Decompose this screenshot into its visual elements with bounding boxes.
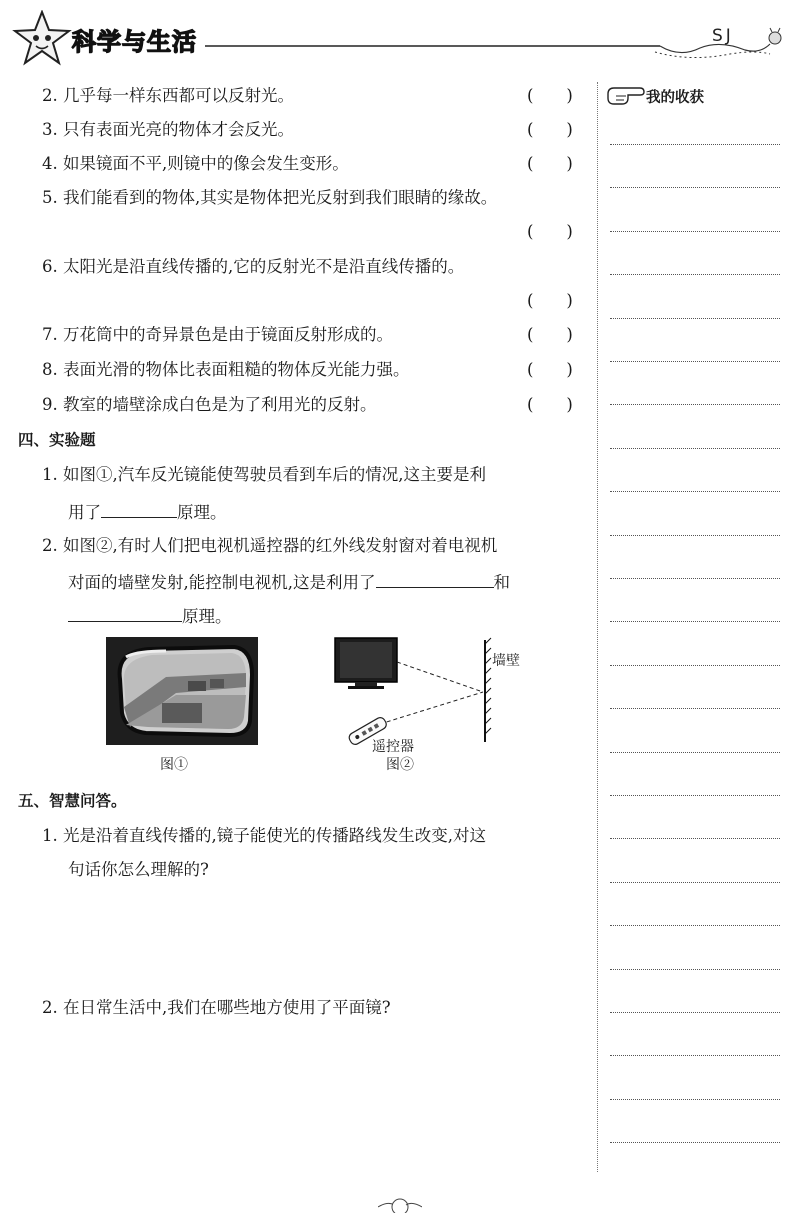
page-number-ornament [378, 1193, 422, 1213]
note-line[interactable] [610, 752, 780, 753]
answer-blank-q1[interactable] [101, 499, 177, 518]
note-line[interactable] [610, 578, 780, 579]
note-line[interactable] [610, 1142, 780, 1143]
note-line[interactable] [610, 621, 780, 622]
answer-paren-7[interactable]: ( ) [527, 325, 573, 344]
section-title-wisdom: 五、智慧问答。 [18, 792, 127, 810]
header-title: 科学与生活 [72, 28, 197, 56]
note-line[interactable] [610, 491, 780, 492]
remote-label: 遥控器 [372, 739, 414, 755]
question-judge-7: 7. 万花筒中的奇异景色是由于镜面反射形成的。 [42, 325, 393, 344]
note-line[interactable] [610, 969, 780, 970]
answer-paren-9[interactable]: ( ) [527, 395, 573, 414]
note-line[interactable] [610, 1099, 780, 1100]
question-judge-4: 4. 如果镜面不平,则镜中的像会发生变形。 [42, 154, 349, 173]
question-judge-3: 3. 只有表面光亮的物体才会反光。 [42, 120, 294, 139]
note-line[interactable] [610, 882, 780, 883]
note-line[interactable] [610, 535, 780, 536]
note-line[interactable] [610, 231, 780, 232]
experiment-q1-line1: 1. 如图①,汽车反光镜能使驾驶员看到车后的情况,这主要是利 [42, 465, 486, 484]
figure-2-caption: 图② [386, 757, 414, 773]
note-line[interactable] [610, 1012, 780, 1013]
answer-paren-4[interactable]: ( ) [527, 154, 573, 173]
wall-icon [485, 638, 491, 742]
experiment-q1-prefix: 用了 [68, 503, 101, 522]
answer-paren-3[interactable]: ( ) [527, 120, 573, 139]
experiment-q2-line2: 对面的墙壁发射,能控制电视机,这是利用了 [68, 573, 376, 592]
sidebar-title: 我的收获 [646, 90, 704, 106]
question-judge-9: 9. 教室的墙壁涂成白色是为了利用光的反射。 [42, 395, 377, 414]
note-line[interactable] [610, 838, 780, 839]
wall-label: 墙壁 [492, 653, 520, 669]
answer-blank-q2b[interactable] [68, 603, 182, 622]
experiment-q1-suffix: 原理。 [177, 503, 227, 522]
star-mascot-icon [12, 10, 72, 68]
question-judge-2: 2. 几乎每一样东西都可以反射光。 [42, 86, 294, 105]
note-line[interactable] [610, 187, 780, 188]
answer-paren-6[interactable]: ( ) [527, 291, 573, 310]
note-line[interactable] [610, 144, 780, 145]
tv-remote-diagram [330, 632, 540, 752]
answer-area-q1[interactable] [40, 885, 585, 985]
answer-paren-5[interactable]: ( ) [527, 222, 573, 241]
note-line[interactable] [610, 404, 780, 405]
experiment-q2-line3: 原理。 [182, 607, 232, 626]
note-line[interactable] [610, 361, 780, 362]
wisdom-q1-line1: 1. 光是沿着直线传播的,镜子能使光的传播路线发生改变,对这 [42, 826, 486, 845]
answer-area-q2[interactable] [40, 1025, 585, 1175]
wisdom-q2: 2. 在日常生活中,我们在哪些地方使用了平面镜? [42, 998, 391, 1017]
figure-1-caption: 图① [160, 757, 188, 773]
note-line[interactable] [610, 708, 780, 709]
answer-blank-q2a[interactable] [376, 569, 494, 588]
pointing-hand-icon [606, 84, 646, 108]
sidebar-divider [597, 82, 598, 1172]
note-line[interactable] [610, 318, 780, 319]
note-line[interactable] [610, 448, 780, 449]
car-mirror-photo [106, 637, 258, 745]
answer-paren-2[interactable]: ( ) [527, 86, 573, 105]
question-judge-5: 5. 我们能看到的物体,其实是物体把光反射到我们眼睛的缘故。 [42, 188, 498, 207]
tv-icon [335, 638, 397, 689]
note-line[interactable] [610, 925, 780, 926]
question-judge-6: 6. 太阳光是沿直线传播的,它的反射光不是沿直线传播的。 [42, 257, 465, 276]
section-title-experiment: 四、实验题 [18, 431, 96, 449]
question-judge-8: 8. 表面光滑的物体比表面粗糙的物体反光能力强。 [42, 360, 410, 379]
header-code: SJ [712, 26, 734, 46]
experiment-q2-and: 和 [493, 573, 510, 592]
bug-mascot-icon [764, 26, 786, 48]
note-line[interactable] [610, 665, 780, 666]
experiment-q2-line1: 2. 如图②,有时人们把电视机遥控器的红外线发射窗对着电视机 [42, 536, 498, 555]
note-line[interactable] [610, 274, 780, 275]
wisdom-q1-line2: 句话你怎么理解的? [68, 860, 209, 879]
note-line[interactable] [610, 1055, 780, 1056]
note-line[interactable] [610, 795, 780, 796]
answer-paren-8[interactable]: ( ) [527, 360, 573, 379]
